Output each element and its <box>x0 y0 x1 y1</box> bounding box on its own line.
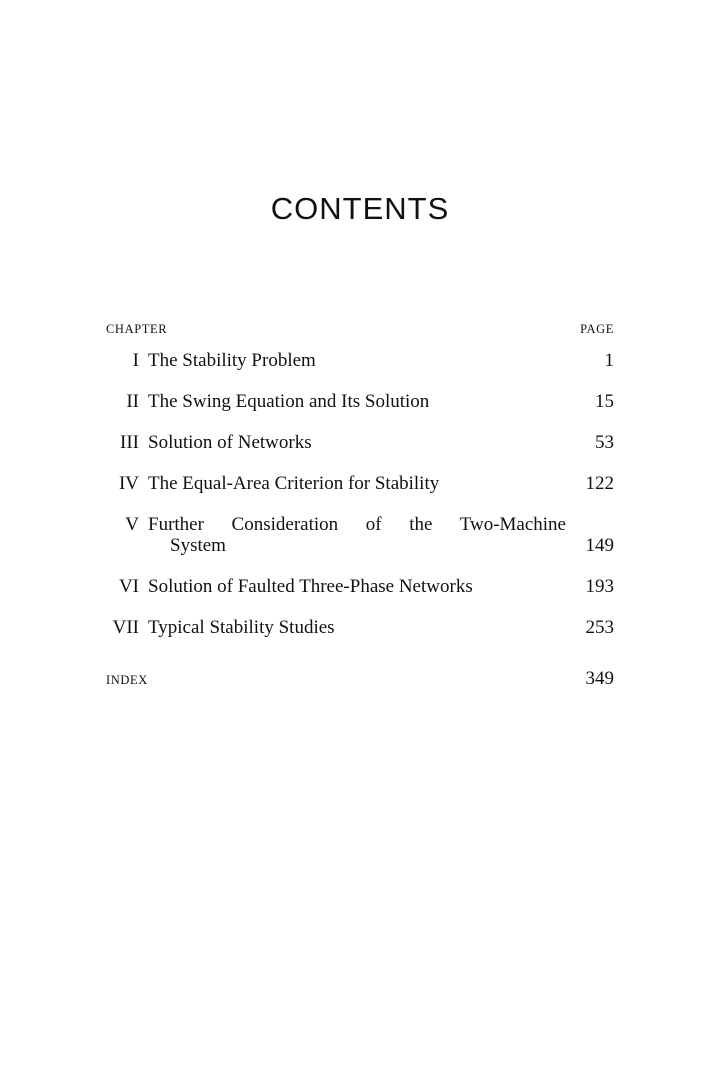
chapter-page: 122 <box>585 473 614 494</box>
toc-entry-chapter-5 <box>106 514 614 556</box>
chapter-title: The Swing Equation and Its Solution <box>148 391 430 412</box>
toc-entry-chapter-4 <box>106 473 614 494</box>
chapter-title: Solution of Faulted Three-Phase Networks <box>148 576 473 597</box>
chapter-title: Solution of Networks <box>148 432 312 453</box>
chapter-number: V <box>125 514 139 535</box>
chapter-title: Further Consideration of the Two-Machine <box>148 514 566 535</box>
chapter-title: Typical Stability Studies <box>148 617 335 638</box>
chapter-page: 1 <box>604 350 614 371</box>
toc-entry-chapter-3 <box>106 432 614 453</box>
chapter-number: VI <box>118 576 139 597</box>
chapter-page: 193 <box>585 576 614 597</box>
toc-entry-chapter-6 <box>106 576 614 597</box>
toc-header <box>106 322 614 342</box>
chapter-column-label: CHAPTER <box>106 322 168 336</box>
toc-entry-chapter-7 <box>106 617 614 638</box>
toc-entry-chapter-1 <box>106 350 614 371</box>
chapter-number: II <box>126 391 139 412</box>
chapter-title-continued: System <box>170 535 226 556</box>
chapter-page: 149 <box>585 535 614 556</box>
index-page: 349 <box>585 668 614 689</box>
chapter-title: The Stability Problem <box>148 350 316 371</box>
chapter-page: 253 <box>585 617 614 638</box>
page-title: CONTENTS <box>270 191 450 226</box>
chapter-page: 53 <box>595 432 614 453</box>
chapter-number: III <box>120 432 139 453</box>
page-column-label: PAGE <box>580 322 614 336</box>
chapter-title: The Equal-Area Criterion for Stability <box>148 473 440 494</box>
chapter-number: VII <box>112 617 139 638</box>
chapter-number: I <box>132 350 139 371</box>
chapter-number: IV <box>118 473 139 494</box>
index-label: INDEX <box>106 673 148 687</box>
toc-entry-chapter-2 <box>106 391 614 412</box>
toc-entry-index <box>106 668 614 690</box>
table-of-contents <box>106 322 614 690</box>
chapter-page: 15 <box>595 391 614 412</box>
